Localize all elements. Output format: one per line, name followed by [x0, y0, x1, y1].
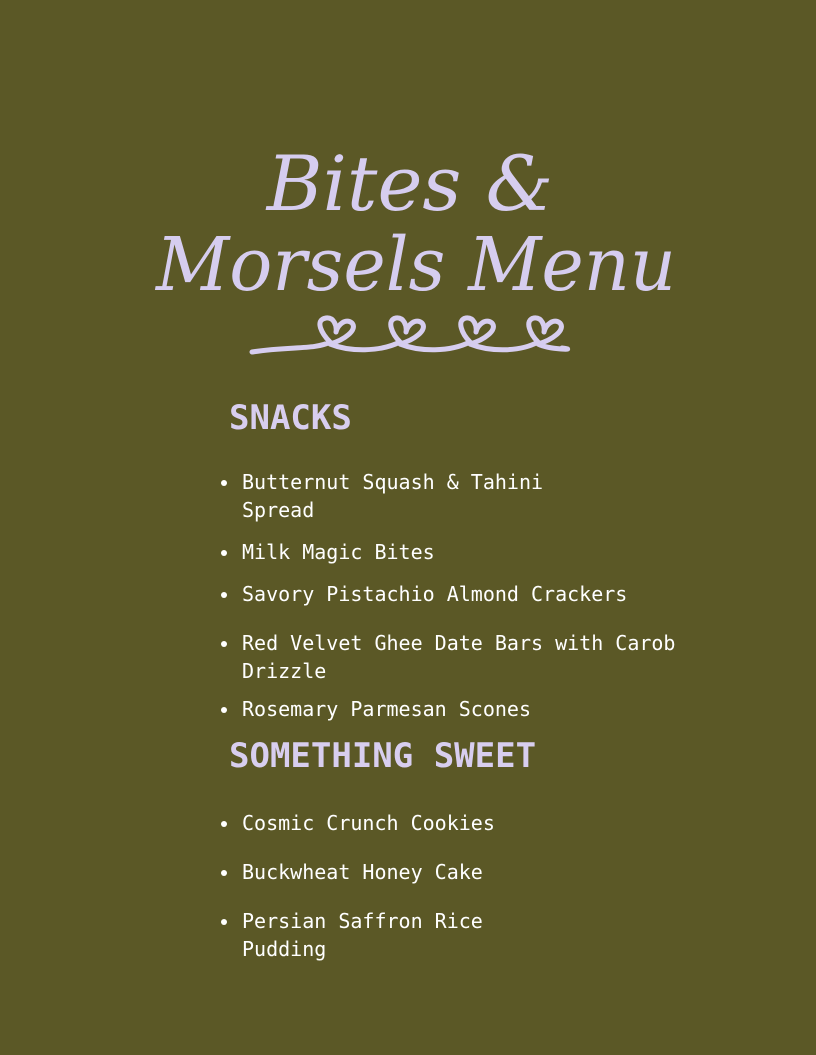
title-line-1: Bites &: [266, 139, 554, 228]
title-line-2: Morsels Menu: [154, 222, 676, 308]
list-item: Buckwheat Honey Cake: [242, 858, 682, 886]
heart-flourish-icon: [252, 318, 568, 352]
list-item: Persian Saffron Rice Pudding: [242, 907, 562, 963]
list-item: Savory Pistachio Almond Crackers: [242, 580, 682, 608]
list-item: Rosemary Parmesan Scones: [242, 695, 682, 723]
menu-title: [140, 120, 700, 370]
list-item: Cosmic Crunch Cookies: [242, 809, 682, 837]
list-item: Red Velvet Ghee Date Bars with Carob Drizzle: [242, 629, 682, 685]
title-svg: [140, 120, 700, 370]
list-item: Butternut Squash & Tahini Spread: [242, 468, 562, 524]
section-heading-snacks: SNACKS: [229, 398, 352, 438]
list-item: Milk Magic Bites: [242, 538, 682, 566]
section-heading-something-sweet: SOMETHING SWEET: [229, 736, 537, 776]
